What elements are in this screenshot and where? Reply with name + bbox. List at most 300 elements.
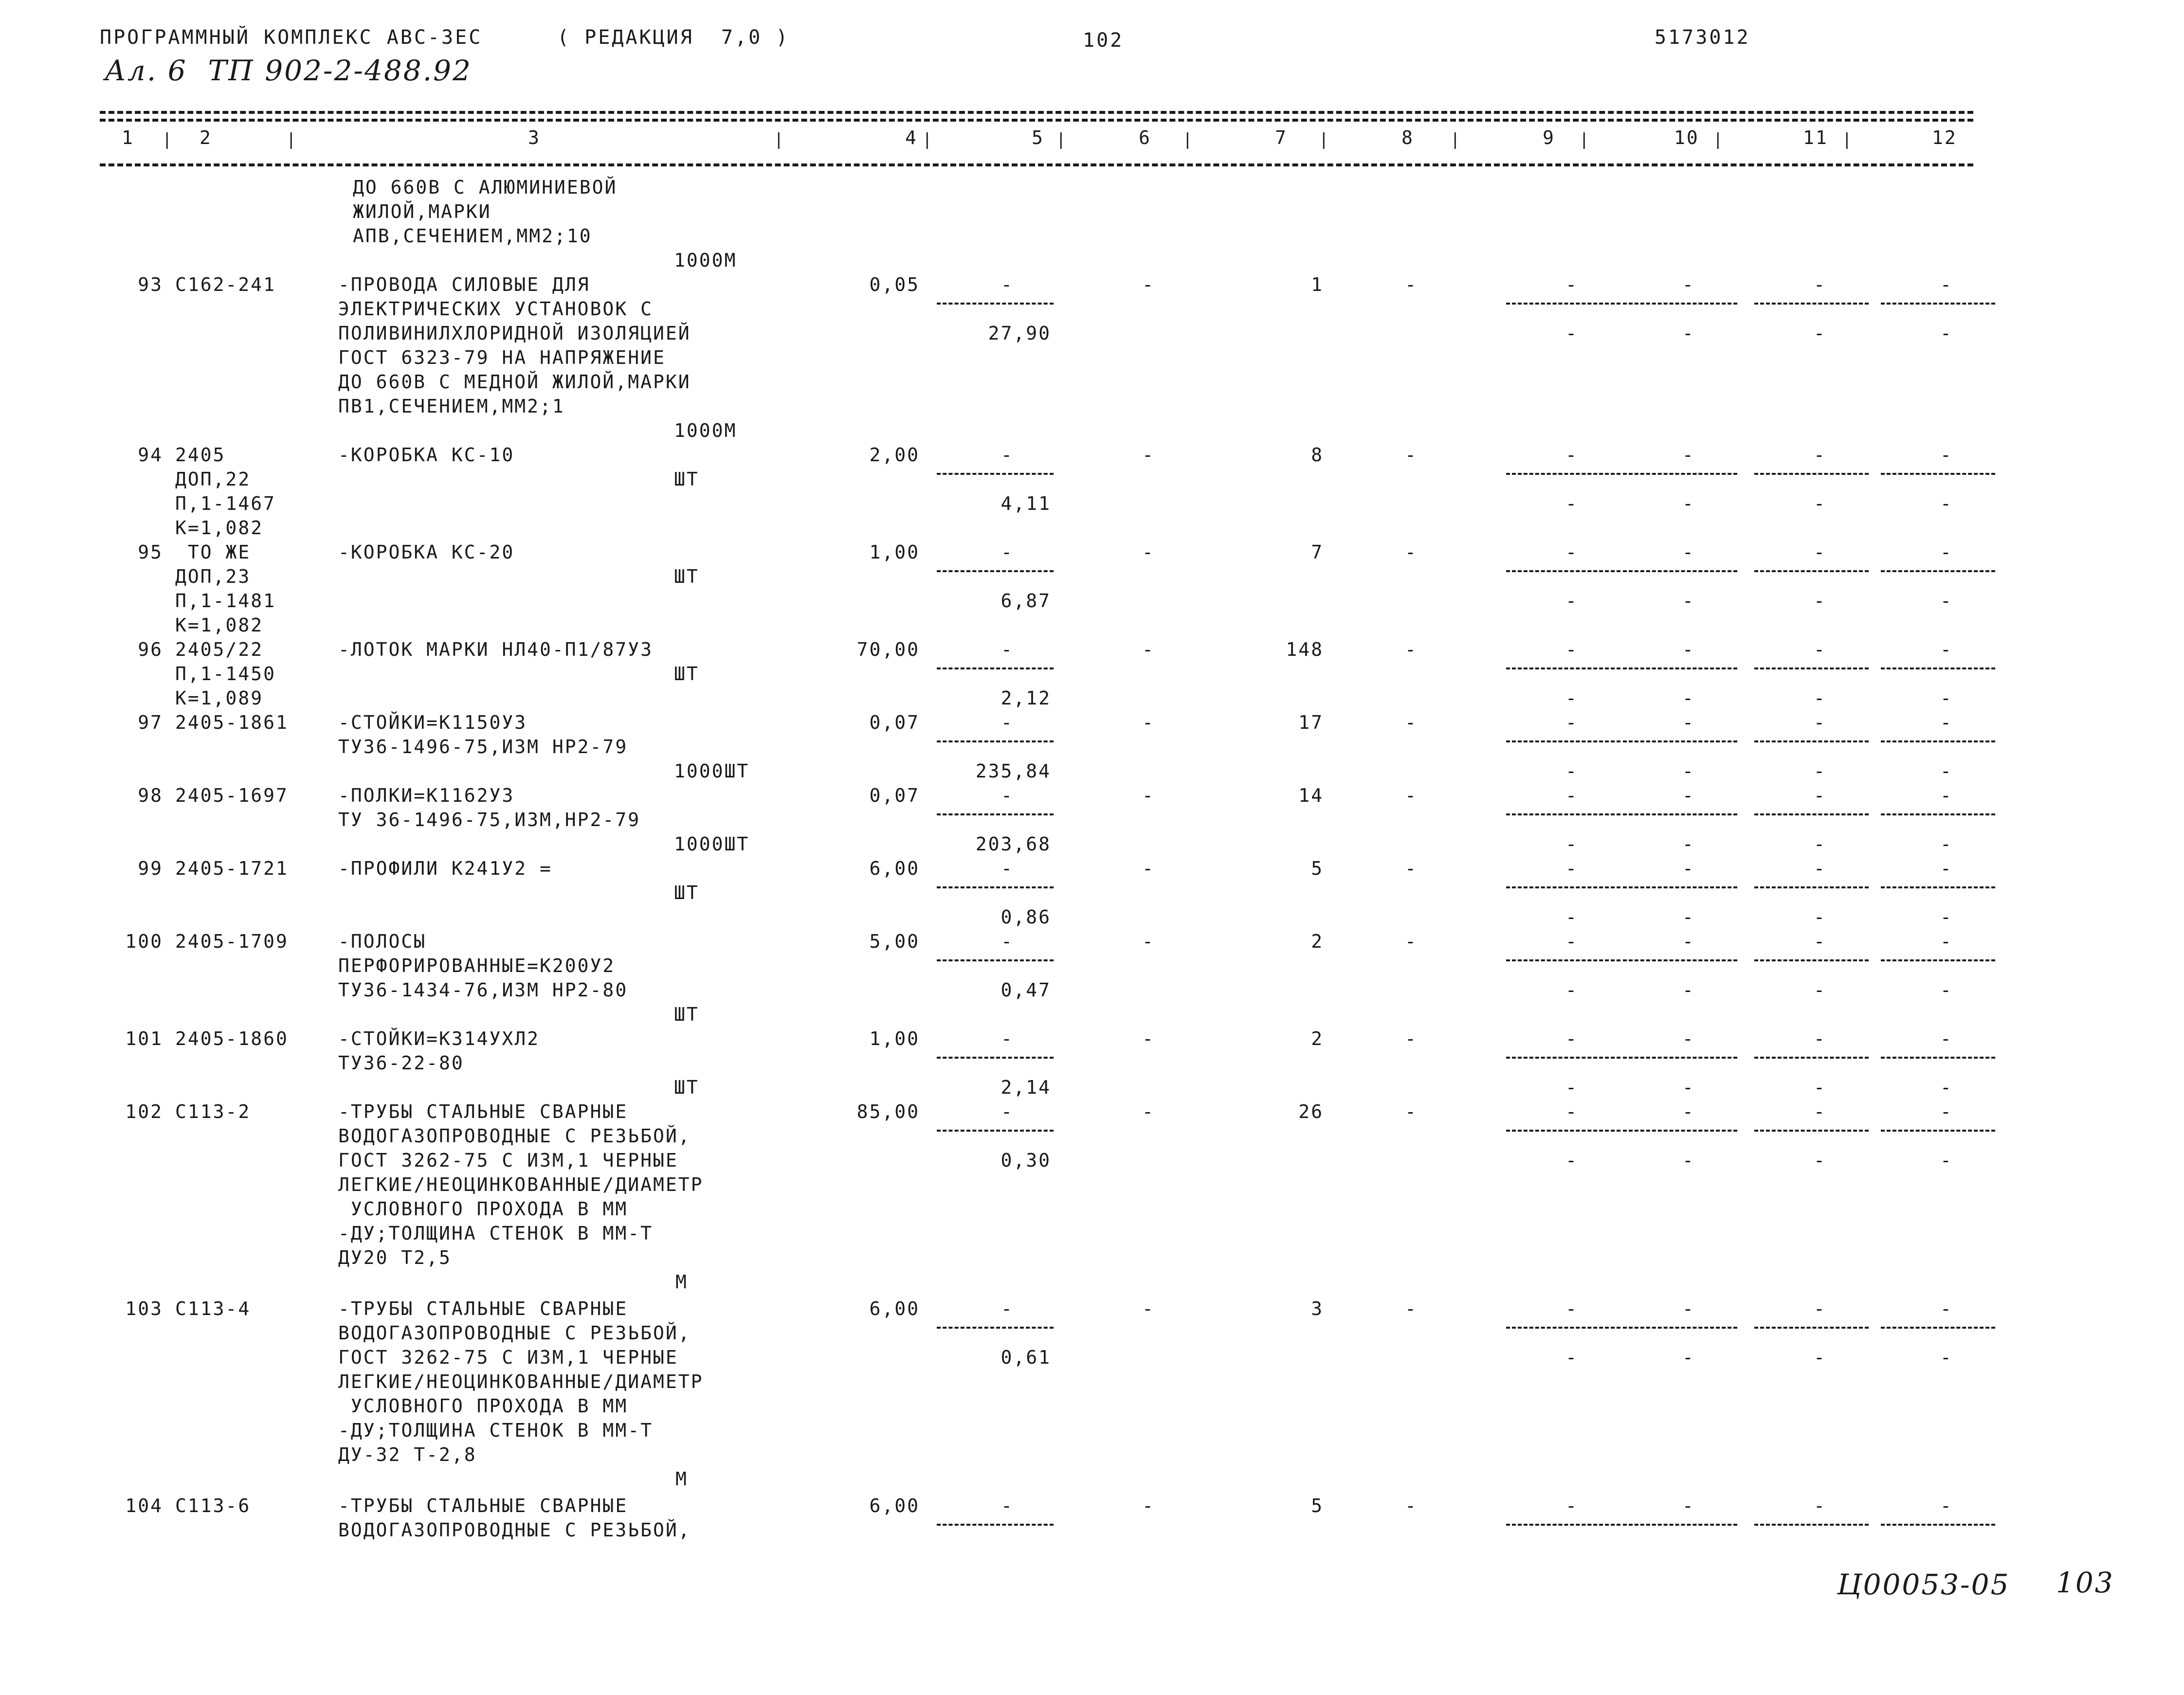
row-col10-dash-lower: -: [1682, 906, 1695, 928]
row-col5-dash: -: [1001, 1495, 1014, 1516]
row-description: -ПОЛКИ=К1162У3: [338, 785, 515, 806]
row-col11-dash: -: [1814, 541, 1826, 563]
row-description: ЛЕГКИЕ/НЕОЦИНКОВАННЫЕ/ДИАМЕТР: [338, 1174, 704, 1195]
row-description: -ТРУБЫ СТАЛЬНЫЕ СВАРНЫЕ: [338, 1298, 628, 1319]
row-number: 94: [138, 444, 163, 466]
row-price: 4,11: [1001, 493, 1051, 514]
row-col6: -: [1142, 1028, 1155, 1049]
row-col9-dash-lower: -: [1565, 979, 1578, 1001]
col11-rule: [1754, 959, 1869, 961]
row-col11-dash-lower: -: [1814, 1150, 1826, 1171]
row-price: 6,87: [1001, 590, 1051, 612]
column-separator: |: [1319, 130, 1330, 149]
row-col9-dash-lower: -: [1565, 687, 1578, 709]
row-price: 2,14: [1001, 1077, 1051, 1098]
col10-rule: [1623, 1524, 1737, 1526]
row-code: ТО ЖЕ: [175, 541, 251, 563]
row-col8: -: [1405, 274, 1418, 295]
row-col10-dash-lower: -: [1682, 590, 1695, 612]
row-col6: -: [1142, 1101, 1155, 1122]
row-col12-dash-lower: -: [1940, 1150, 1953, 1171]
row-description: ТУ36-22-80: [338, 1052, 464, 1074]
col12-rule: [1881, 740, 1995, 742]
row-col11-dash-lower: -: [1814, 323, 1826, 344]
column-header-11: 11: [1803, 127, 1828, 148]
row-description: ПВ1,СЕЧЕНИЕМ,ММ2;1: [338, 396, 565, 417]
col9-rule: [1506, 813, 1620, 815]
col11-rule: [1754, 667, 1869, 669]
col5-rule: [937, 473, 1054, 475]
row-col9-dash-lower: -: [1565, 590, 1578, 612]
row-col5-dash: -: [1001, 541, 1014, 563]
row-code: 2405: [175, 444, 226, 466]
row-description: -СТОЙКИ=К1150У3: [338, 712, 528, 733]
header-bottom-rule: [100, 163, 1973, 166]
row-col6: -: [1142, 785, 1155, 806]
row-price: 203,68: [975, 833, 1051, 855]
row-unit: М: [675, 1271, 688, 1293]
row-col12-dash: -: [1940, 444, 1953, 466]
col5-rule: [937, 813, 1054, 815]
row-col10-dash-lower: -: [1682, 1150, 1695, 1171]
row-quantity: 0,05: [869, 274, 920, 295]
row-col12-dash-lower: -: [1940, 833, 1953, 855]
row-col11-dash-lower: -: [1814, 687, 1826, 709]
row-unit: ШТ: [674, 663, 699, 685]
col12-rule: [1881, 1524, 1995, 1526]
row-unit: 1000М: [674, 420, 737, 441]
row-code: 2405-1860: [175, 1028, 289, 1049]
row-col11-dash: -: [1814, 858, 1826, 879]
col10-rule: [1623, 303, 1737, 305]
row-unit: 1000ШТ: [674, 833, 750, 855]
row-col11-dash-lower: -: [1814, 979, 1826, 1001]
row-col10-dash: -: [1682, 712, 1695, 733]
col10-rule: [1623, 886, 1737, 888]
row-col6: -: [1142, 1495, 1155, 1516]
row-col7: 5: [1311, 858, 1324, 879]
col9-rule: [1506, 886, 1620, 888]
document-code: 5173012: [1655, 26, 1750, 49]
row-quantity: 70,00: [856, 639, 920, 660]
column-header-4: 4: [905, 127, 918, 148]
col10-rule: [1623, 1057, 1737, 1059]
row-col10-dash: -: [1682, 858, 1695, 879]
row-col12-dash: -: [1940, 1298, 1953, 1319]
row-code: С113-4: [175, 1298, 251, 1319]
col9-rule: [1506, 1130, 1620, 1132]
col11-rule: [1754, 1130, 1869, 1132]
column-header-6: 6: [1139, 127, 1151, 148]
row-code: 2405/22: [175, 639, 264, 660]
row-col10-dash-lower: -: [1682, 323, 1695, 344]
row-col12-dash: -: [1940, 541, 1953, 563]
row-col11-dash: -: [1814, 712, 1826, 733]
row-col9-dash: -: [1565, 274, 1578, 295]
column-header-7: 7: [1275, 127, 1288, 148]
row-quantity: 6,00: [869, 1495, 920, 1516]
row-col11-dash-lower: -: [1814, 590, 1826, 612]
row-price: 0,47: [1001, 979, 1051, 1001]
row-description: ЛЕГКИЕ/НЕОЦИНКОВАННЫЕ/ДИАМЕТР: [338, 1371, 704, 1392]
row-col9-dash-lower: -: [1565, 1077, 1578, 1098]
handwritten-reference: Ал. 6 ТП 902-2-488.92: [105, 54, 472, 87]
row-price: 0,30: [1001, 1150, 1051, 1171]
row-description: ПЕРФОРИРОВАННЫЕ=К200У2: [338, 955, 616, 976]
row-col10-dash: -: [1682, 541, 1695, 563]
row-description: ГОСТ 3262-75 С ИЗМ,1 ЧЕРНЫЕ: [338, 1150, 678, 1171]
row-col12-dash-lower: -: [1940, 687, 1953, 709]
col11-rule: [1754, 813, 1869, 815]
row-col5-dash: -: [1001, 785, 1014, 806]
row-col9-dash-lower: -: [1565, 760, 1578, 782]
row-code: П,1-1481: [175, 590, 276, 612]
row-number: 101: [125, 1028, 163, 1049]
column-header-3: 3: [528, 127, 541, 148]
row-col7: 17: [1298, 712, 1324, 733]
row-col7: 148: [1286, 639, 1324, 660]
row-unit: 1000ШТ: [674, 760, 750, 782]
row-col11-dash: -: [1814, 931, 1826, 952]
row-col10-dash: -: [1682, 1298, 1695, 1319]
row-col7: 2: [1311, 931, 1324, 952]
row-col11-dash-lower: -: [1814, 833, 1826, 855]
continuation-line: ЖИЛОЙ,МАРКИ: [353, 201, 491, 222]
row-col9-dash-lower: -: [1565, 833, 1578, 855]
col12-rule: [1881, 959, 1995, 961]
col9-rule: [1506, 303, 1620, 305]
column-separator: |: [1842, 130, 1854, 149]
row-col11-dash: -: [1814, 785, 1826, 806]
row-col8: -: [1405, 1028, 1418, 1049]
row-col11-dash-lower: -: [1814, 760, 1826, 782]
row-number: 98: [138, 785, 163, 806]
row-description: -ДУ;ТОЛЩИНА СТЕНОК В ММ-Т: [338, 1223, 653, 1244]
row-description: ГОСТ 6323-79 НА НАПРЯЖЕНИЕ: [338, 347, 666, 368]
row-col6: -: [1142, 858, 1155, 879]
row-col12-dash: -: [1940, 931, 1953, 952]
row-col9-dash: -: [1565, 858, 1578, 879]
row-col10-dash-lower: -: [1682, 1347, 1695, 1368]
column-header-10: 10: [1674, 127, 1699, 148]
row-col12-dash-lower: -: [1940, 979, 1953, 1001]
row-code: П,1-1467: [175, 493, 276, 514]
row-col5-dash: -: [1001, 1298, 1014, 1319]
col11-rule: [1754, 886, 1869, 888]
col10-rule: [1623, 667, 1737, 669]
row-col11-dash: -: [1814, 1298, 1826, 1319]
row-description: -ТРУБЫ СТАЛЬНЫЕ СВАРНЫЕ: [338, 1101, 628, 1122]
col10-rule: [1623, 473, 1737, 475]
row-quantity: 0,07: [869, 785, 920, 806]
row-col8: -: [1405, 858, 1418, 879]
row-col10-dash: -: [1682, 274, 1695, 295]
column-separator: |: [774, 130, 785, 149]
col11-rule: [1754, 570, 1869, 572]
row-col12-dash-lower: -: [1940, 1077, 1953, 1098]
column-header-2: 2: [200, 127, 212, 148]
column-separator: |: [286, 130, 298, 149]
row-col11-dash: -: [1814, 444, 1826, 466]
col5-rule: [937, 740, 1054, 742]
row-col6: -: [1142, 931, 1155, 952]
column-header-8: 8: [1401, 127, 1414, 148]
row-col12-dash-lower: -: [1940, 493, 1953, 514]
sheet-number: 103: [2056, 1566, 2114, 1599]
row-number: 95: [138, 541, 163, 563]
row-unit: ШТ: [674, 566, 699, 587]
col11-rule: [1754, 740, 1869, 742]
row-col9-dash: -: [1565, 1495, 1578, 1516]
row-unit: ШТ: [674, 469, 699, 490]
row-col10-dash: -: [1682, 1101, 1695, 1122]
row-col8: -: [1405, 1101, 1418, 1122]
row-number: 100: [125, 931, 163, 952]
row-col7: 7: [1311, 541, 1324, 563]
row-col9-dash: -: [1565, 1298, 1578, 1319]
col11-rule: [1754, 473, 1869, 475]
col12-rule: [1881, 886, 1995, 888]
col5-rule: [937, 1130, 1054, 1132]
column-header-9: 9: [1543, 127, 1555, 148]
continuation-line: ДО 660В С АЛЮМИНИЕВОЙ: [353, 177, 618, 198]
row-col10-dash-lower: -: [1682, 979, 1695, 1001]
row-col12-dash: -: [1940, 1028, 1953, 1049]
row-col6: -: [1142, 444, 1155, 466]
col9-rule: [1506, 1057, 1620, 1059]
row-col9-dash-lower: -: [1565, 1347, 1578, 1368]
row-col11-dash: -: [1814, 1028, 1826, 1049]
row-col9-dash-lower: -: [1565, 323, 1578, 344]
col9-rule: [1506, 959, 1620, 961]
row-description: -ЛОТОК МАРКИ НЛ40-П1/87У3: [338, 639, 653, 660]
row-col7: 8: [1311, 444, 1324, 466]
col5-rule: [937, 667, 1054, 669]
row-col12-dash: -: [1940, 1101, 1953, 1122]
row-col10-dash: -: [1682, 931, 1695, 952]
row-col7: 26: [1298, 1101, 1324, 1122]
row-col7: 5: [1311, 1495, 1324, 1516]
row-description: ВОДОГАЗОПРОВОДНЫЕ С РЕЗЬБОЙ,: [338, 1125, 691, 1147]
row-col10-dash: -: [1682, 444, 1695, 466]
row-col12-dash: -: [1940, 712, 1953, 733]
row-description: ГОСТ 3262-75 С ИЗМ,1 ЧЕРНЫЕ: [338, 1347, 678, 1368]
row-description: -ДУ;ТОЛЩИНА СТЕНОК В ММ-Т: [338, 1420, 653, 1441]
col9-rule: [1506, 473, 1620, 475]
page-number: 102: [1083, 29, 1124, 52]
col9-rule: [1506, 1524, 1620, 1526]
row-code: К=1,089: [175, 687, 264, 709]
row-col12-dash-lower: -: [1940, 1347, 1953, 1368]
row-quantity: 5,00: [869, 931, 920, 952]
col5-rule: [937, 303, 1054, 305]
row-description: -ПРОВОДА СИЛОВЫЕ ДЛЯ: [338, 274, 590, 295]
row-col12-dash: -: [1940, 639, 1953, 660]
col12-rule: [1881, 813, 1995, 815]
row-price: 0,86: [1001, 906, 1051, 928]
row-quantity: 1,00: [869, 541, 920, 563]
row-col12-dash: -: [1940, 274, 1953, 295]
edition-label: ( РЕДАКЦИЯ 7,0 ): [557, 26, 790, 49]
col5-rule: [937, 1524, 1054, 1526]
col5-rule: [937, 1057, 1054, 1059]
row-col8: -: [1405, 1298, 1418, 1319]
row-description: -ТРУБЫ СТАЛЬНЫЕ СВАРНЫЕ: [338, 1495, 628, 1516]
row-description: -СТОЙКИ=К314УХЛ2: [338, 1028, 540, 1049]
row-col10-dash: -: [1682, 785, 1695, 806]
row-number: 99: [138, 858, 163, 879]
row-col9-dash: -: [1565, 785, 1578, 806]
row-quantity: 2,00: [869, 444, 920, 466]
row-col12-dash: -: [1940, 785, 1953, 806]
col11-rule: [1754, 1327, 1869, 1329]
row-number: 103: [125, 1298, 163, 1319]
row-number: 104: [125, 1495, 163, 1516]
row-description: -КОРОБКА КС-20: [338, 541, 515, 563]
col9-rule: [1506, 740, 1620, 742]
row-code: К=1,082: [175, 517, 264, 539]
col11-rule: [1754, 1524, 1869, 1526]
row-col10-dash: -: [1682, 639, 1695, 660]
row-col11-dash: -: [1814, 639, 1826, 660]
row-code: С113-2: [175, 1101, 251, 1122]
col5-rule: [937, 570, 1054, 572]
col10-rule: [1623, 959, 1737, 961]
row-col10-dash: -: [1682, 1495, 1695, 1516]
col12-rule: [1881, 303, 1995, 305]
row-col9-dash: -: [1565, 1101, 1578, 1122]
row-col11-dash: -: [1814, 274, 1826, 295]
row-col7: 3: [1311, 1298, 1324, 1319]
row-col10-dash-lower: -: [1682, 1077, 1695, 1098]
column-separator: |: [162, 130, 174, 149]
row-description: ВОДОГАЗОПРОВОДНЫЕ С РЕЗЬБОЙ,: [338, 1322, 691, 1344]
row-quantity: 85,00: [856, 1101, 920, 1122]
continuation-unit: 1000М: [674, 250, 737, 271]
row-description: ДУ-32 Т-2,8: [338, 1444, 477, 1465]
row-code: П,1-1450: [175, 663, 276, 685]
row-col5-dash: -: [1001, 274, 1014, 295]
row-col9-dash-lower: -: [1565, 906, 1578, 928]
row-col11-dash-lower: -: [1814, 1347, 1826, 1368]
col12-rule: [1881, 570, 1995, 572]
row-col12-dash: -: [1940, 858, 1953, 879]
row-col9-dash: -: [1565, 639, 1578, 660]
top-rule: [100, 111, 1973, 114]
column-header-5: 5: [1032, 127, 1044, 148]
col9-rule: [1506, 667, 1620, 669]
col12-rule: [1881, 667, 1995, 669]
row-description: ТУ36-1434-76,ИЗМ НР2-80: [338, 979, 628, 1001]
row-number: 96: [138, 639, 163, 660]
row-description: ТУ 36-1496-75,ИЗМ,НР2-79: [338, 809, 641, 830]
col5-rule: [937, 1327, 1054, 1329]
row-description: ВОДОГАЗОПРОВОДНЫЕ С РЕЗЬБОЙ,: [338, 1519, 691, 1541]
row-price: 235,84: [975, 760, 1051, 782]
row-code: С113-6: [175, 1495, 251, 1516]
row-col9-dash-lower: -: [1565, 493, 1578, 514]
row-col6: -: [1142, 274, 1155, 295]
row-col10-dash-lower: -: [1682, 687, 1695, 709]
column-separator: |: [1183, 130, 1194, 149]
col12-rule: [1881, 1130, 1995, 1132]
row-col11-dash: -: [1814, 1495, 1826, 1516]
row-quantity: 0,07: [869, 712, 920, 733]
row-col11-dash-lower: -: [1814, 906, 1826, 928]
row-col11-dash-lower: -: [1814, 1077, 1826, 1098]
row-col10-dash-lower: -: [1682, 760, 1695, 782]
row-col11-dash-lower: -: [1814, 493, 1826, 514]
column-separator: |: [922, 130, 934, 149]
row-col12-dash-lower: -: [1940, 590, 1953, 612]
row-col12-dash-lower: -: [1940, 760, 1953, 782]
col12-rule: [1881, 1057, 1995, 1059]
col11-rule: [1754, 303, 1869, 305]
col12-rule: [1881, 1327, 1995, 1329]
row-col7: 1: [1311, 274, 1324, 295]
column-separator: |: [1056, 130, 1068, 149]
row-number: 97: [138, 712, 163, 733]
col10-rule: [1623, 1327, 1737, 1329]
col11-rule: [1754, 1057, 1869, 1059]
row-col5-dash: -: [1001, 712, 1014, 733]
row-col5-dash: -: [1001, 1028, 1014, 1049]
column-header-1: 1: [122, 127, 134, 148]
row-col6: -: [1142, 541, 1155, 563]
row-col6: -: [1142, 639, 1155, 660]
column-separator: |: [1450, 130, 1462, 149]
row-col8: -: [1405, 931, 1418, 952]
row-description: ТУ36-1496-75,ИЗМ НР2-79: [338, 736, 628, 757]
row-number: 93: [138, 274, 163, 295]
column-header-12: 12: [1932, 127, 1957, 148]
row-col9-dash: -: [1565, 541, 1578, 563]
row-col5-dash: -: [1001, 639, 1014, 660]
row-col5-dash: -: [1001, 444, 1014, 466]
row-price: 2,12: [1001, 687, 1051, 709]
row-col6: -: [1142, 712, 1155, 733]
column-separator: |: [1713, 130, 1725, 149]
row-quantity: 6,00: [869, 1298, 920, 1319]
row-col12-dash: -: [1940, 1495, 1953, 1516]
row-code: 2405-1709: [175, 931, 289, 952]
row-col8: -: [1405, 785, 1418, 806]
col10-rule: [1623, 570, 1737, 572]
row-col12-dash-lower: -: [1940, 323, 1953, 344]
row-col12-dash-lower: -: [1940, 906, 1953, 928]
row-col8: -: [1405, 541, 1418, 563]
row-code: С162-241: [175, 274, 276, 295]
col9-rule: [1506, 1327, 1620, 1329]
row-description: -ПОЛОСЫ: [338, 931, 427, 952]
col9-rule: [1506, 570, 1620, 572]
row-col11-dash: -: [1814, 1101, 1826, 1122]
row-col6: -: [1142, 1298, 1155, 1319]
col5-rule: [937, 959, 1054, 961]
continuation-line: АПВ,СЕЧЕНИЕМ,ММ2;10: [353, 225, 592, 247]
row-col8: -: [1405, 712, 1418, 733]
row-code: К=1,082: [175, 614, 264, 636]
row-code: 2405-1721: [175, 858, 289, 879]
row-col8: -: [1405, 444, 1418, 466]
row-col5-dash: -: [1001, 858, 1014, 879]
row-description: ЭЛЕКТРИЧЕСКИХ УСТАНОВОК С: [338, 298, 653, 320]
row-col7: 2: [1311, 1028, 1324, 1049]
row-description: -КОРОБКА КС-10: [338, 444, 515, 466]
row-description: ДО 660В С МЕДНОЙ ЖИЛОЙ,МАРКИ: [338, 371, 691, 393]
row-description: -ПРОФИЛИ К241У2 =: [338, 858, 552, 879]
row-unit: ШТ: [674, 1004, 699, 1025]
